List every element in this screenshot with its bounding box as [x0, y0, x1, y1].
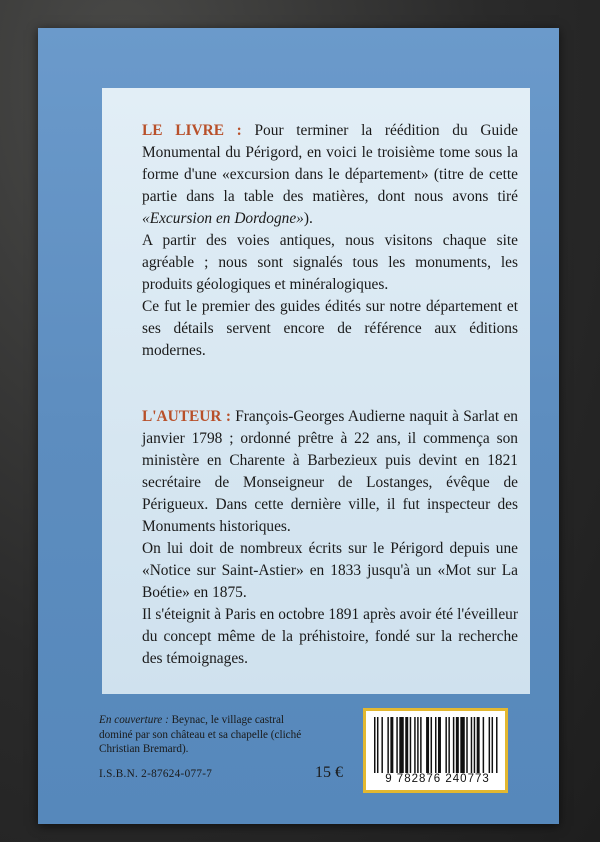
barcode-bar — [460, 717, 464, 773]
barcode-bar — [474, 717, 475, 773]
barcode-bar — [492, 717, 493, 773]
auteur-paragraph-1 — [142, 406, 518, 538]
livre-paragraph-3: Ce fut le premier des guides édités sur notre département et ses détails servent encore de référence aux éditions modernes. — [142, 298, 518, 359]
livre-section — [142, 120, 518, 362]
barcode-bar — [410, 717, 411, 773]
barcode-bar — [483, 717, 484, 773]
livre-text-1: Pour terminer la réédition du Guide Monumental du Périgord, en voici le troisième tome sous la forme d'une «excursion dans le département» (titre de cette partie dans la table des matières, dont nous avons tiré — [142, 122, 518, 205]
barcode-bar — [399, 717, 403, 773]
livre-paragraph-1 — [142, 120, 518, 230]
auteur-text-1: François-Georges Audierne naquit à Sarlat en janvier 1798 ; ordonné prêtre à 22 ans, il commença son ministère en Charente à Barbezieux puis devint en 1821 secrétaire de Monseigneur de Lostanges, évêque de Périgueux. Dans cette dernière ville, il fut inspecteur des Monuments historiques. — [142, 408, 518, 535]
livre-paragraph-2: A partir des voies antiques, nous visitons chaque site agréable ; nous sont signalés tous les monuments, les produits géologiques et minéralogiques. — [142, 232, 518, 293]
barcode-bar — [405, 717, 408, 773]
isbn-text: I.S.B.N. 2-87624-077-7 — [99, 768, 213, 780]
barcode — [363, 708, 508, 793]
barcode-bar — [456, 717, 459, 773]
auteur-label: L'AUTEUR : — [142, 408, 231, 425]
barcode-bar — [420, 717, 421, 773]
text-panel — [102, 88, 530, 694]
barcode-bar — [453, 717, 454, 773]
book-back-cover — [38, 28, 559, 824]
barcode-bar — [496, 717, 497, 773]
auteur-section — [142, 406, 518, 670]
barcode-bar — [445, 717, 446, 773]
barcode-bar — [377, 717, 378, 773]
barcode-bar — [477, 717, 480, 773]
price-text: 15 € — [315, 764, 343, 781]
barcode-bar — [414, 717, 415, 773]
barcode-bar — [431, 717, 432, 773]
barcode-bar — [438, 717, 441, 773]
barcode-bar — [417, 717, 418, 773]
barcode-bar — [435, 717, 436, 773]
credit-text: Beynac, le village castral dominé par son château et sa chapelle (cliché Christian Bremard). — [99, 714, 302, 755]
barcode-bar — [390, 717, 393, 773]
barcode-number: 9 782876 240773 — [385, 773, 490, 785]
barcode-bar — [489, 717, 490, 773]
livre-label: LE LIVRE : — [142, 122, 242, 139]
barcode-bar — [396, 717, 397, 773]
livre-title-italic: «Excursion en Dordogne» — [142, 210, 304, 227]
auteur-paragraph-3: Il s'éteignit à Paris en octobre 1891 après avoir été l'éveilleur du concept même de la préhistoire, fondé sur la recherche des témoignages. — [142, 606, 518, 667]
barcode-bar — [466, 717, 467, 773]
barcode-bar — [387, 717, 388, 773]
auteur-paragraph-2: On lui doit de nombreux écrits sur le Périgord depuis une «Notice sur Saint-Astier» en 1833 jusqu'à un «Mot sur La Boétie» en 1875. — [142, 540, 518, 601]
livre-text-1-end: ). — [303, 210, 313, 227]
barcode-bar — [426, 717, 429, 773]
cover-credit — [99, 713, 309, 757]
barcode-bar — [448, 717, 449, 773]
barcode-bar — [471, 717, 472, 773]
barcode-bars-graphic — [374, 717, 499, 773]
barcode-bar — [374, 717, 375, 773]
barcode-bar — [381, 717, 382, 773]
credit-label: En couverture : — [99, 714, 169, 726]
